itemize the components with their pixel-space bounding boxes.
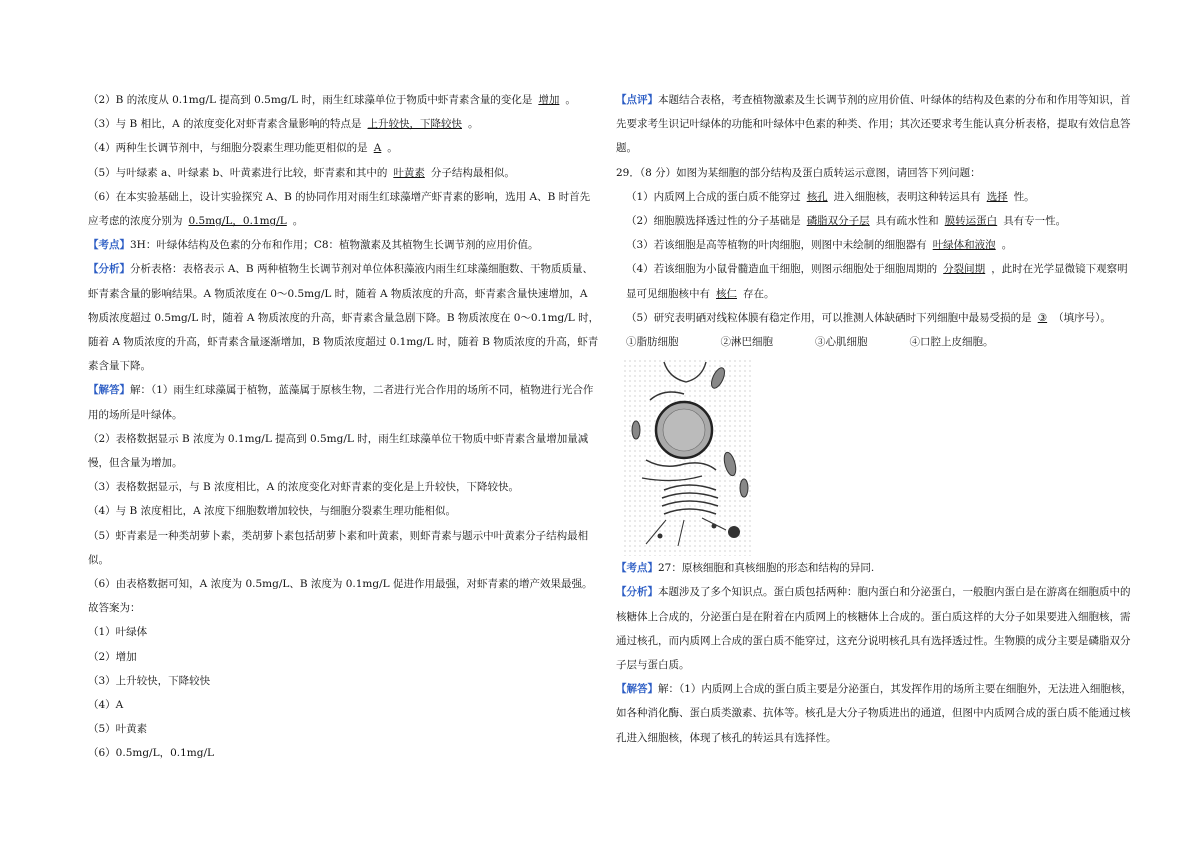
answer-heading: 故答案为： <box>88 602 141 615</box>
left-s4: （4）与 B 浓度相比，A 浓度下细胞数增加较快，与细胞分裂素生理功能相似。 <box>88 505 456 518</box>
answer-blank: A <box>373 142 382 155</box>
answer-blank: 分裂间期 <box>943 263 986 276</box>
right-r2: （2）细胞膜选择透过性的分子基础是 磷脂双分子层 具有疏水性和 膜转运蛋白 具有专一性。 <box>626 215 1067 228</box>
answer-blank: 叶黄素 <box>393 166 425 179</box>
right-r3: （3）若该细胞是高等植物的叶肉细胞，则图中未绘制的细胞器有 叶绿体和液泡 。 <box>626 239 1013 252</box>
answer-blank: 叶绿体和液泡 <box>932 239 996 252</box>
answer-6: （6）0.5mg/L，0.1mg/L <box>88 747 214 760</box>
left-q6: （6）在本实验基础上，设计实验探究 A、B 的协同作用对雨生红球藻增产虾青素的影响，选用 A、B 时首先应考虑的浓度分别为 0.5mg/L，0.1mg/L 。 <box>88 190 591 228</box>
left-q5: （5）与叶绿素 a、叶绿素 b、叶黄素进行比较，虾青素和其中的 叶黄素 分子结构最相似。 <box>88 166 515 179</box>
question-29: 29．（8 分）如图为某细胞的部分结构及蛋白质转运示意图，请回答下列问题： <box>616 166 981 179</box>
right-kaodian: 【考点】27：原核细胞和真核细胞的形态和结构的异同. <box>616 562 875 575</box>
mitochondrion-icon <box>740 479 748 497</box>
left-column <box>88 88 600 766</box>
mitochondrion-icon <box>632 421 640 439</box>
answer-1: （1）叶绿体 <box>88 626 148 639</box>
nucleolus-region <box>663 409 705 451</box>
left-kaodian: 【考点】3H：叶绿体结构及色素的分布和作用；C8：植物激素及其植物生长调节剂的应用价值。 <box>88 239 539 252</box>
answer-blank: 磷脂双分子层 <box>806 215 870 228</box>
vesicle <box>712 524 717 529</box>
answer-4: （4）A <box>88 699 124 712</box>
answer-blank: ③ <box>1037 311 1048 324</box>
answer-blank: 膜转运蛋白 <box>944 215 998 228</box>
option-3: ③心肌细胞 <box>815 336 868 349</box>
option-1: ①脂肪细胞 <box>626 336 679 349</box>
right-column <box>616 88 1136 750</box>
right-r1: （1）内质网上合成的蛋白质不能穿过 核孔 进入细胞核，表明这种转运具有 选择 性。 <box>626 190 1035 203</box>
left-s3: （3）表格数据显示，与 B 浓度相比，A 的浓度变化对虾青素的变化是上升较快，下降较快。 <box>88 481 519 494</box>
left-q3: （3）与 B 相比，A 的浓度变化对虾青素含量影响的特点是 上升较快，下降较快 。 <box>88 118 479 131</box>
cell-diagram-svg <box>624 360 754 556</box>
right-dianping: 【点评】本题结合表格，考查植物激素及生长调节剂的应用价值、叶绿体的结构及色素的分布和作用等知识，首先要求考生识记叶绿体的功能和叶绿体中色素的种类、作用；其次还要求考生能认真分析表格，提取有效信息答题。 <box>616 94 1131 155</box>
secretory-vesicle <box>728 526 740 538</box>
left-jieda: 【解答】解：（1）雨生红球藻属于植物，蓝藻属于原核生物，二者进行光合作用的场所不同，植物进行光合作用的场所是叶绿体。 <box>88 384 594 421</box>
cell-diagram <box>624 360 754 556</box>
answer-blank: 选择 <box>986 190 1008 203</box>
right-fenxi: 【分析】本题涉及了多个知识点。蛋白质包括两种：胞内蛋白和分泌蛋白，一般胞内蛋白是在游离在细胞质中的核糖体上合成的，分泌蛋白是在附着在内质网上的核糖体上合成的。蛋白质这样的大分子如果要进入细胞核，需通过核孔，而内质网上合成的蛋白质不能穿过，这充分说明核孔具有选择透过性。生物膜的成分主要是磷脂双分子层与蛋白质。 <box>616 586 1131 672</box>
answer-2: （2）增加 <box>88 650 137 663</box>
left-q2: （2）B 的浓度从 0.1mg/L 提高到 0.5mg/L 时，雨生红球藻单位于物质中虾青素含量的变化是 增加 。 <box>88 94 576 106</box>
vesicle <box>658 534 663 539</box>
left-s5: （5）虾青素是一种类胡萝卜素，类胡萝卜素包括胡萝卜素和叶黄素，则虾青素与题示中叶黄素分子结构最相似。 <box>88 529 589 566</box>
right-r5: （5）研究表明硒对线粒体膜有稳定作用，可以推测人体缺硒时下列细胞中最易受损的是 ③ （填序号）。 <box>626 311 1111 324</box>
answer-blank: 上升较快，下降较快 <box>367 118 462 131</box>
option-4: ④口腔上皮细胞。 <box>909 336 994 349</box>
right-jieda: 【解答】解：（1）内质网上合成的蛋白质主要是分泌蛋白，其发挥作用的场所主要在细胞外，无法进入细胞核，如各种消化酶、蛋白质类激素、抗体等。核孔是大分子物质进出的通道，但图中内质网合成的蛋白质不能通过核孔进入细胞核，体现了核孔的转运具有选择性。 <box>616 683 1132 744</box>
left-fenxi: 【分析】分析表格：表格表示 A、B 两种植物生长调节剂对单位体积藻液内雨生红球藻细胞数、干物质质量、虾青素含量的影响结果。A 物质浓度在 0～0.5mg/L 时，随着 A 物质浓度的升高，虾青素含量快速增加，A 物质浓度超过 0.5mg/L 时，随着 A 物质浓度的升高，虾青素含量急剧下降。B 物质浓度在 0～0.1mg/L 时，随着 A 物质浓度的升高，虾青素含量逐渐增加，B 物质浓度超过 0.1mg/L 时，随着 B 物质浓度的升高，虾青素含量下降。 <box>88 263 600 373</box>
answer-blank: 0.5mg/L，0.1mg/L <box>188 215 287 228</box>
cell-options <box>616 330 1136 354</box>
left-q4: （4）两种生长调节剂中，与细胞分裂素生理功能更相似的是 A 。 <box>88 142 398 155</box>
answer-blank: 核孔 <box>806 190 828 203</box>
answer-3: （3）上升较快，下降较快 <box>88 674 211 687</box>
right-r4: （4）若该细胞为小鼠骨髓造血干细胞，则图示细胞处于细胞周期的 分裂间期 ，此时在光学显微镜下观察明显可见细胞核中有 核仁 存在。 <box>626 263 1128 300</box>
answer-blank: 增加 <box>538 94 560 106</box>
left-s2: （2）表格数据显示 B 浓度为 0.1mg/L 提高到 0.5mg/L 时，雨生红球藻单位干物质中虾青素含量增加量减慢，但含量为增加。 <box>88 432 589 470</box>
answer-blank: 核仁 <box>716 287 737 300</box>
answer-5: （5）叶黄素 <box>88 723 148 736</box>
option-2: ②淋巴细胞 <box>720 336 773 349</box>
left-s6: （6）由表格数据可知，A 浓度为 0.5mg/L、B 浓度为 0.1mg/L 促进作用最强，对虾青素的增产效果最强。 <box>88 578 593 591</box>
